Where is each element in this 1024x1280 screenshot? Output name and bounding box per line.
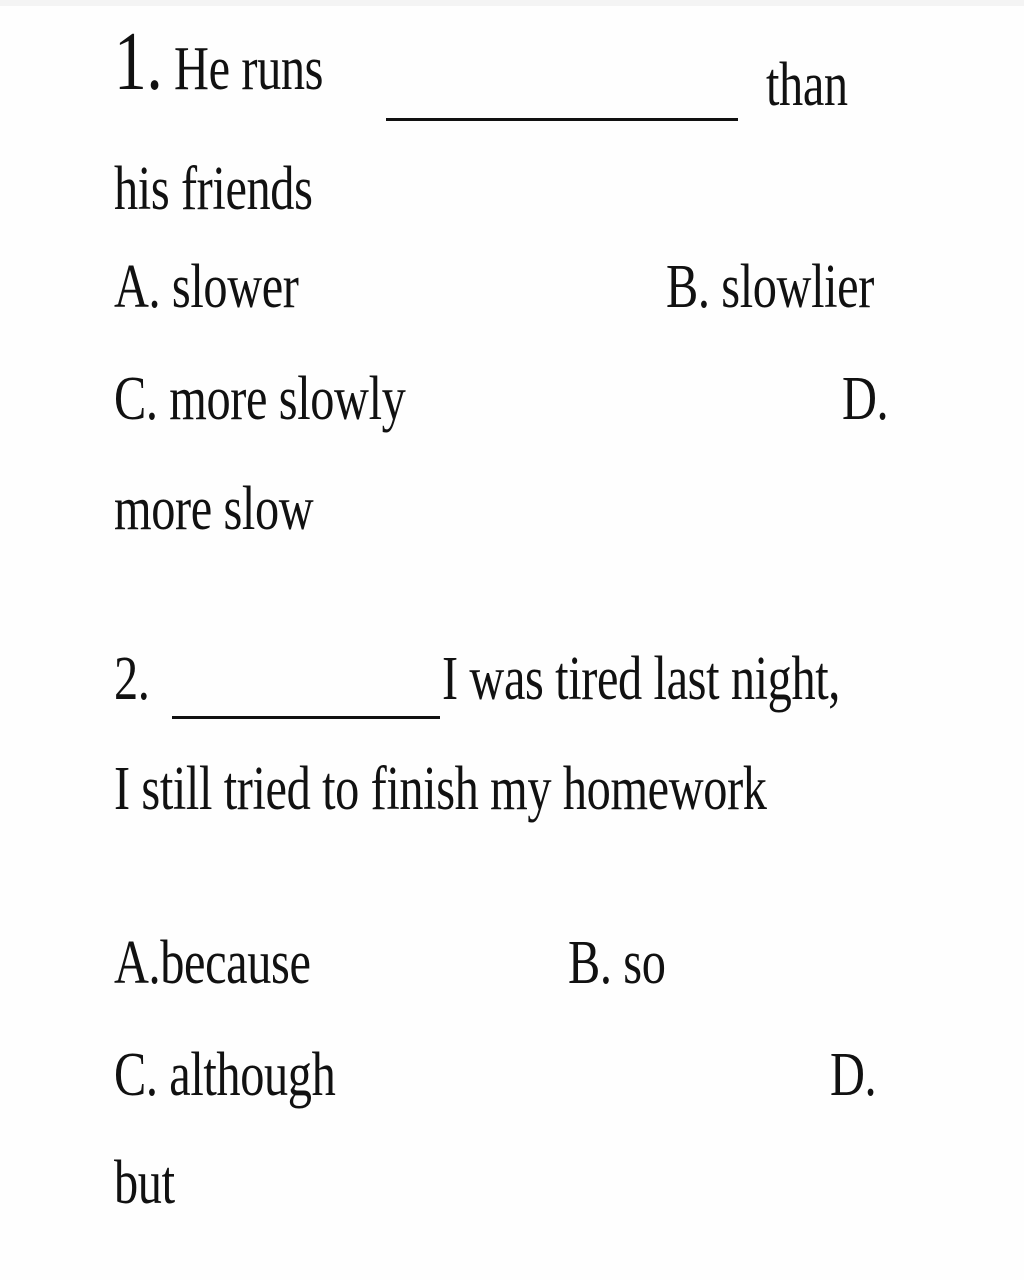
question-2-option-a[interactable]: A.because xyxy=(114,929,311,997)
question-1-option-d-label[interactable]: D. xyxy=(842,365,889,433)
question-1-stem-line xyxy=(114,15,324,108)
question-1-option-d-text[interactable]: more slow xyxy=(114,475,314,543)
question-2-option-d-label[interactable]: D. xyxy=(830,1041,877,1109)
question-2-option-c[interactable]: C. although xyxy=(114,1041,336,1109)
question-1-number: 1. xyxy=(114,15,163,108)
question-2-option-b[interactable]: B. so xyxy=(568,929,666,997)
question-2-stem-after: I was tired last night, xyxy=(442,645,840,713)
question-1-option-a[interactable]: A. slower xyxy=(114,253,299,321)
question-1-stem-before: He runs xyxy=(174,35,324,103)
question-2-answer-blank[interactable] xyxy=(172,670,440,719)
question-1-answer-blank[interactable] xyxy=(386,70,738,121)
question-1-stem-after: than xyxy=(766,51,848,119)
question-1-stem-continued: his friends xyxy=(114,155,313,223)
question-2-number: 2. xyxy=(114,645,150,713)
question-1-option-c[interactable]: C. more slowly xyxy=(114,365,406,433)
question-2-option-d-text[interactable]: but xyxy=(114,1149,175,1217)
question-2-stem-continued: I still tried to finish my homework xyxy=(114,755,767,823)
question-1-option-b[interactable]: B. slowlier xyxy=(666,253,874,321)
page-top-edge xyxy=(0,0,1024,6)
